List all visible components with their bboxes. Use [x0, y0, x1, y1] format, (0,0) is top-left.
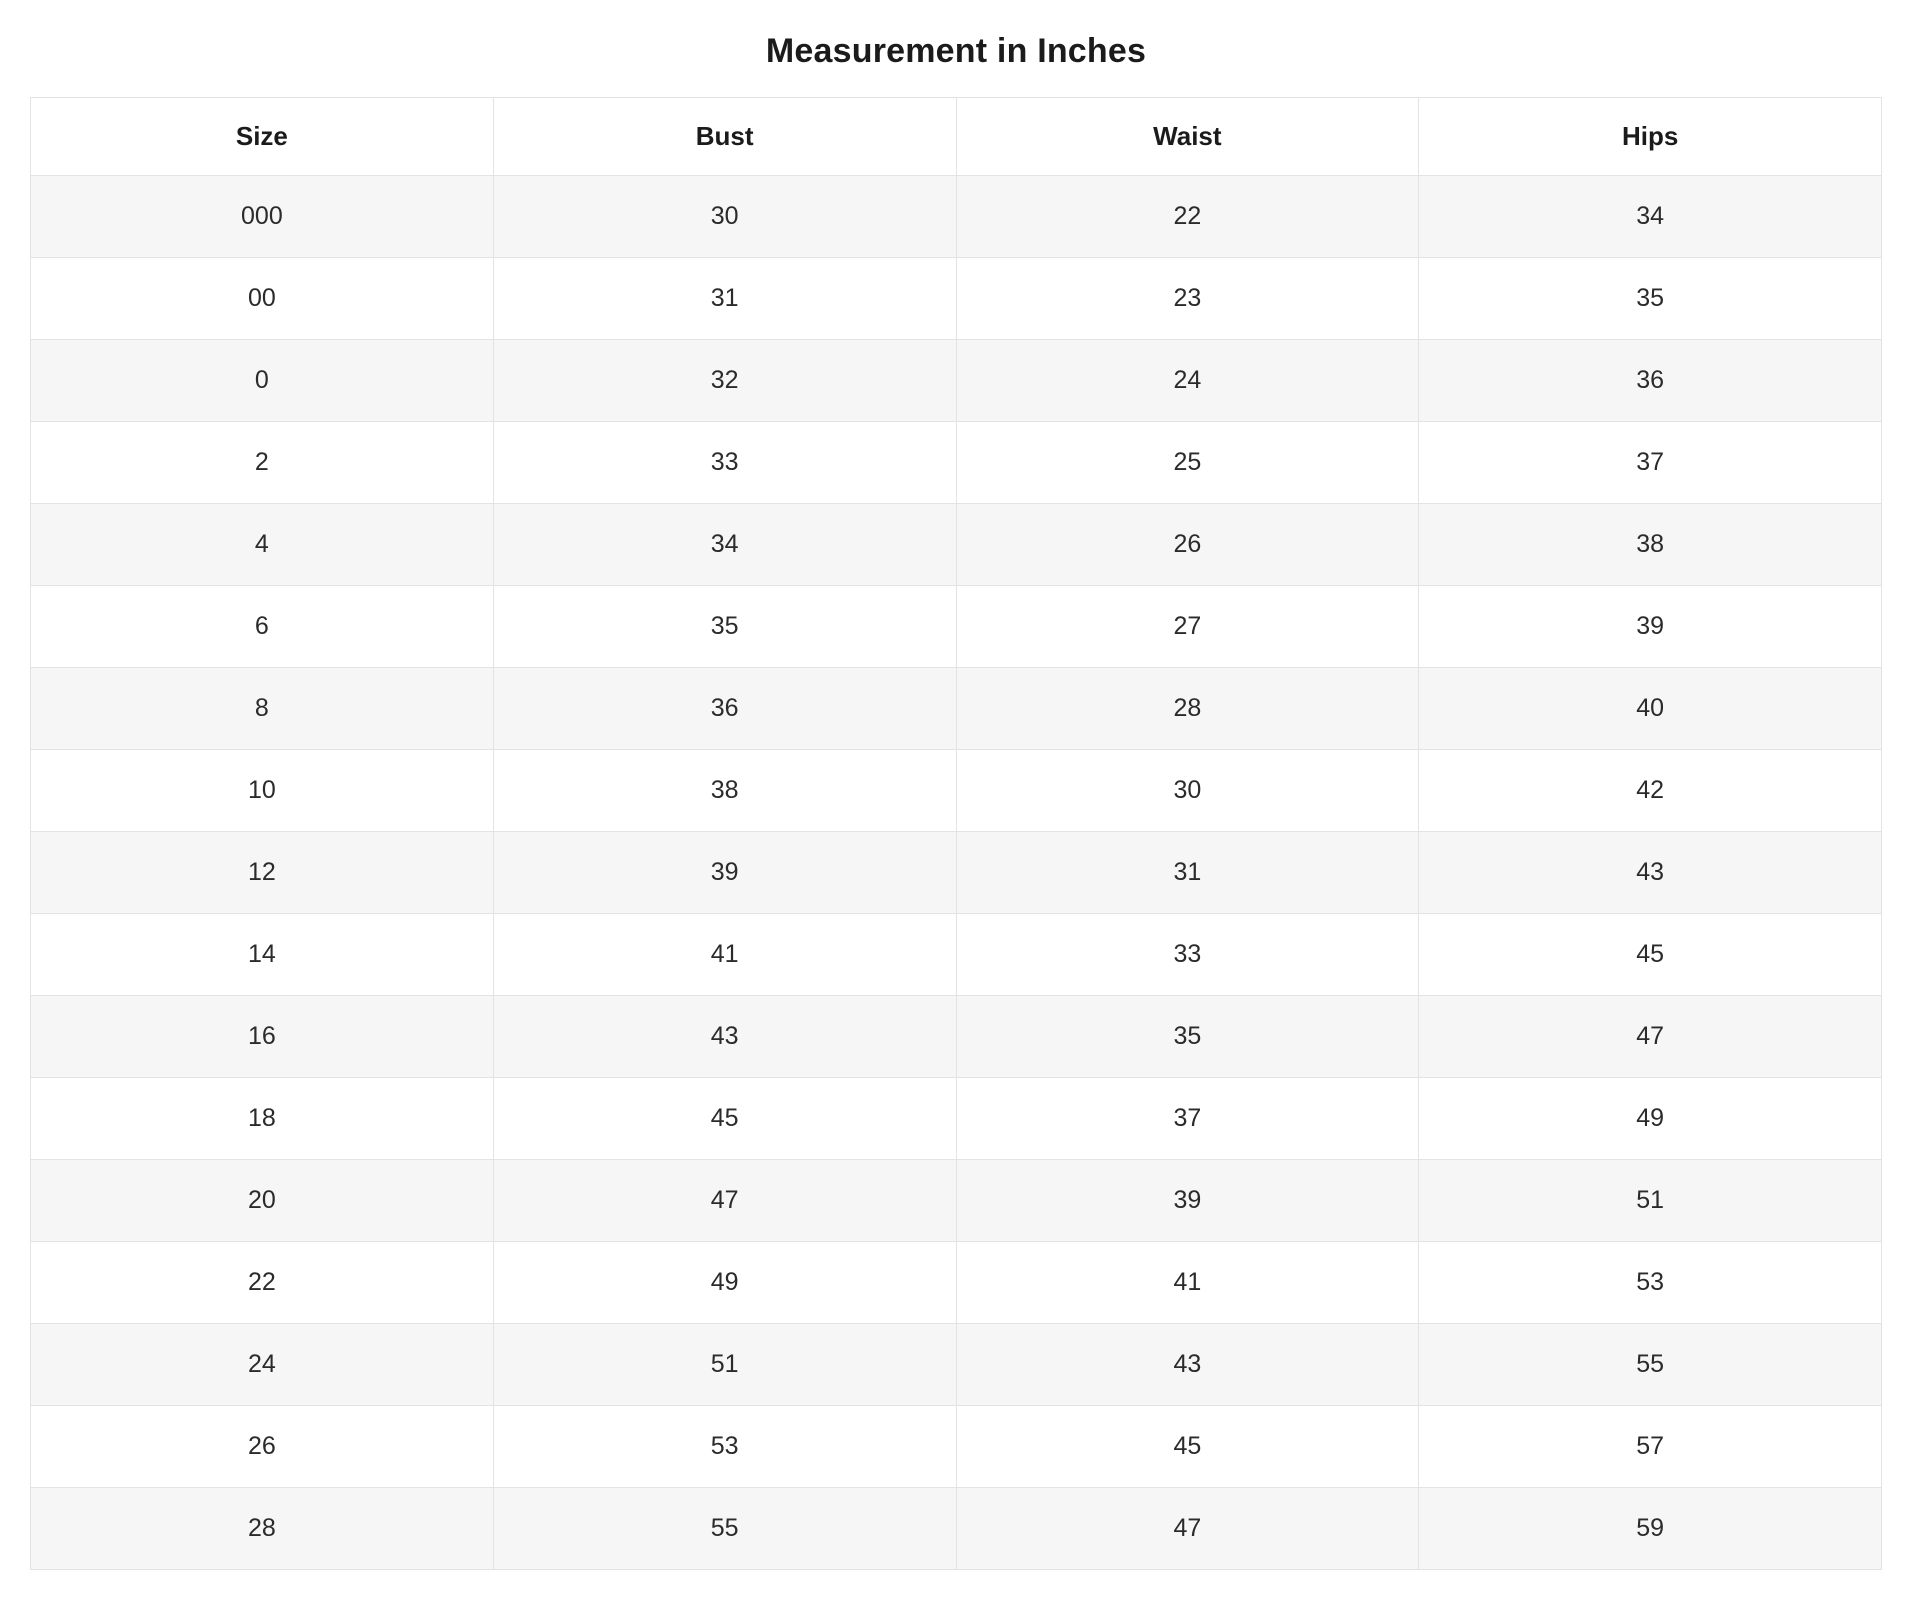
cell-bust: 30 [493, 176, 956, 258]
cell-bust: 35 [493, 586, 956, 668]
table-row [31, 1160, 1882, 1242]
column-header-bust: Bust [493, 98, 956, 176]
column-header-hips: Hips [1419, 98, 1882, 176]
table-row [31, 422, 1882, 504]
table-body [31, 176, 1882, 1570]
cell-size: 26 [31, 1406, 494, 1488]
cell-waist: 27 [956, 586, 1419, 668]
size-measurement-table [30, 97, 1882, 1570]
cell-waist: 24 [956, 340, 1419, 422]
cell-waist: 41 [956, 1242, 1419, 1324]
cell-hips: 34 [1419, 176, 1882, 258]
cell-hips: 38 [1419, 504, 1882, 586]
cell-waist: 30 [956, 750, 1419, 832]
table-row [31, 1242, 1882, 1324]
cell-waist: 31 [956, 832, 1419, 914]
table-row [31, 668, 1882, 750]
cell-hips: 59 [1419, 1488, 1882, 1570]
cell-bust: 32 [493, 340, 956, 422]
cell-hips: 39 [1419, 586, 1882, 668]
cell-bust: 47 [493, 1160, 956, 1242]
table-row [31, 586, 1882, 668]
cell-size: 14 [31, 914, 494, 996]
cell-waist: 22 [956, 176, 1419, 258]
table-row [31, 340, 1882, 422]
page-title: Measurement in Inches [765, 32, 1147, 70]
cell-bust: 49 [493, 1242, 956, 1324]
cell-waist: 39 [956, 1160, 1419, 1242]
cell-waist: 43 [956, 1324, 1419, 1406]
cell-hips: 40 [1419, 668, 1882, 750]
cell-bust: 55 [493, 1488, 956, 1570]
cell-hips: 57 [1419, 1406, 1882, 1488]
cell-size: 2 [31, 422, 494, 504]
cell-size: 6 [31, 586, 494, 668]
cell-bust: 45 [493, 1078, 956, 1160]
cell-size: 24 [31, 1324, 494, 1406]
table-header-row [31, 98, 1882, 176]
cell-waist: 37 [956, 1078, 1419, 1160]
table-row [31, 504, 1882, 586]
cell-hips: 55 [1419, 1324, 1882, 1406]
cell-size: 000 [31, 176, 494, 258]
cell-bust: 53 [493, 1406, 956, 1488]
cell-size: 28 [31, 1488, 494, 1570]
size-table-container [0, 97, 1912, 1600]
column-header-waist: Waist [956, 98, 1419, 176]
cell-bust: 39 [493, 832, 956, 914]
cell-bust: 41 [493, 914, 956, 996]
cell-waist: 25 [956, 422, 1419, 504]
cell-hips: 42 [1419, 750, 1882, 832]
cell-hips: 45 [1419, 914, 1882, 996]
table-row [31, 1324, 1882, 1406]
cell-waist: 26 [956, 504, 1419, 586]
cell-size: 4 [31, 504, 494, 586]
cell-hips: 47 [1419, 996, 1882, 1078]
table-row [31, 750, 1882, 832]
cell-size: 18 [31, 1078, 494, 1160]
table-row [31, 832, 1882, 914]
cell-waist: 33 [956, 914, 1419, 996]
cell-waist: 47 [956, 1488, 1419, 1570]
cell-bust: 34 [493, 504, 956, 586]
cell-size: 22 [31, 1242, 494, 1324]
cell-hips: 51 [1419, 1160, 1882, 1242]
cell-hips: 53 [1419, 1242, 1882, 1324]
cell-waist: 28 [956, 668, 1419, 750]
cell-bust: 36 [493, 668, 956, 750]
table-row [31, 914, 1882, 996]
cell-bust: 33 [493, 422, 956, 504]
cell-waist: 35 [956, 996, 1419, 1078]
cell-hips: 43 [1419, 832, 1882, 914]
column-header-size: Size [31, 98, 494, 176]
table-row [31, 996, 1882, 1078]
table-row [31, 176, 1882, 258]
cell-hips: 36 [1419, 340, 1882, 422]
cell-waist: 45 [956, 1406, 1419, 1488]
cell-size: 16 [31, 996, 494, 1078]
cell-waist: 23 [956, 258, 1419, 340]
table-row [31, 258, 1882, 340]
table-row [31, 1078, 1882, 1160]
cell-hips: 35 [1419, 258, 1882, 340]
cell-hips: 49 [1419, 1078, 1882, 1160]
table-row [31, 1488, 1882, 1570]
cell-size: 8 [31, 668, 494, 750]
cell-bust: 31 [493, 258, 956, 340]
cell-bust: 43 [493, 996, 956, 1078]
cell-hips: 37 [1419, 422, 1882, 504]
cell-size: 00 [31, 258, 494, 340]
table-row [31, 1406, 1882, 1488]
cell-size: 0 [31, 340, 494, 422]
table-header [31, 98, 1882, 176]
cell-size: 10 [31, 750, 494, 832]
cell-size: 12 [31, 832, 494, 914]
cell-size: 20 [31, 1160, 494, 1242]
cell-bust: 38 [493, 750, 956, 832]
cell-bust: 51 [493, 1324, 956, 1406]
